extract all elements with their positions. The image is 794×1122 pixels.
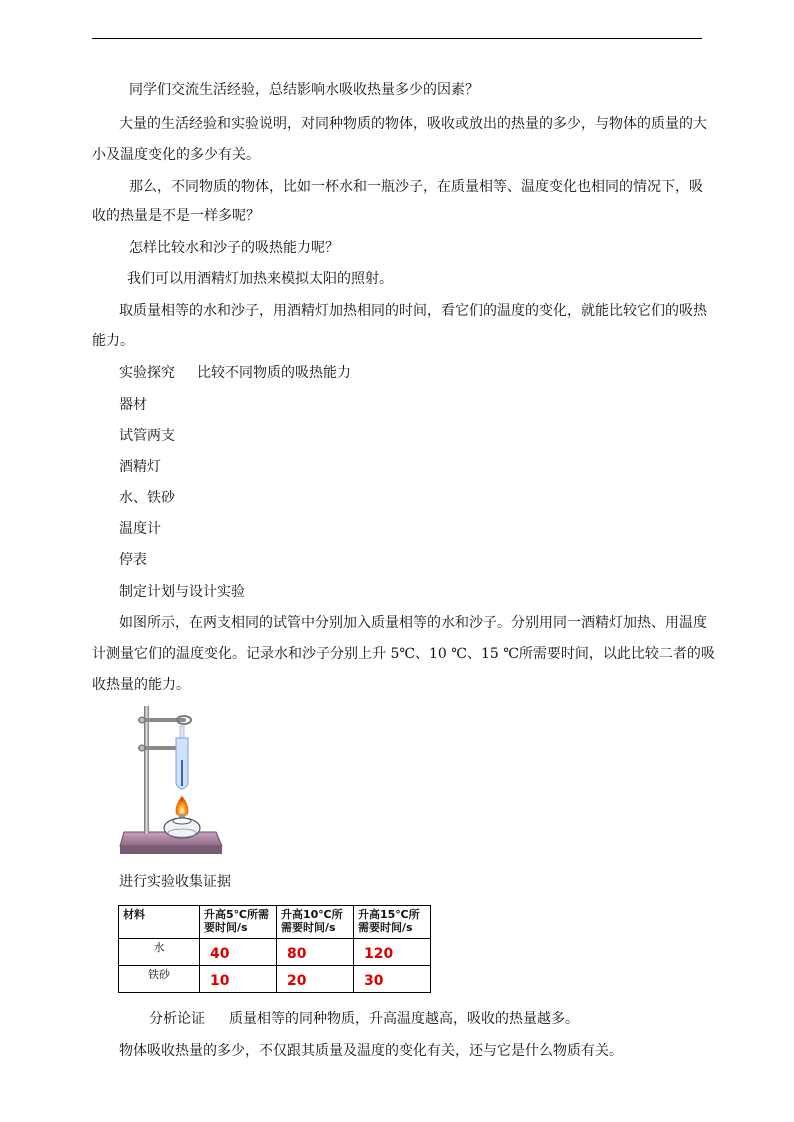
header-rule (92, 38, 702, 39)
conclusion: 物体吸收热量的多少，不仅跟其质量及温度的变化有关，还与它是什么物质有关。 (119, 1043, 623, 1059)
time-value: 40 (200, 939, 277, 966)
experiment-title: 比较不同物质的吸热能力 (197, 365, 351, 381)
paragraph-4: 怎样比较水和沙子的吸热能力呢？ (129, 240, 339, 256)
alcohol-lamp-heating-apparatus-icon (118, 700, 226, 860)
paragraph-3-line-1: 那么，不同物质的物体，比如一杯水和一瓶沙子，在质量相等、温度变化也相同的情况下，吸 (129, 179, 703, 195)
table-header-cell: 升高5℃所需 要时间/s (200, 906, 277, 939)
analysis-line (149, 1009, 579, 1029)
equipment-item: 停表 (119, 552, 147, 568)
time-value: 20 (277, 966, 354, 993)
equipment-heading: 器材 (119, 397, 147, 413)
plan-line-2: 计测量它们的温度变化。记录水和沙子分别上升 5℃、10 ℃、15 ℃所需要时间，以此比较二者的吸 (92, 646, 715, 662)
table-row (119, 939, 431, 966)
paragraph-6-line-1: 取质量相等的水和沙子，用酒精灯加热相同的时间，看它们的温度的变化，就能比较它们的吸热 (119, 303, 707, 319)
table-row (119, 966, 431, 993)
table-header-cell: 升高10℃所 需要时间/s (277, 906, 354, 939)
equipment-item: 酒精灯 (119, 459, 161, 475)
equipment-item: 试管两支 (119, 428, 175, 444)
material-name: 铁砂 (119, 966, 200, 993)
paragraph-2-line-1: 大量的生活经验和实验说明，对同种物质的物体，吸收或放出的热量的多少，与物体的质量的大 (119, 116, 707, 132)
paragraph-5: 我们可以用酒精灯加热来模拟太阳的照射。 (127, 271, 393, 287)
equipment-item: 温度计 (119, 521, 161, 537)
experiment-label: 实验探究 (119, 365, 175, 381)
plan-line-1: 如图所示，在两支相同的试管中分别加入质量相等的水和沙子。分别用同一酒精灯加热、用温度 (119, 615, 707, 631)
time-value: 30 (354, 966, 431, 993)
paragraph-1: 同学们交流生活经验，总结影响水吸收热量多少的因素？ (129, 82, 479, 98)
analysis-label: 分析论证 (149, 1011, 205, 1027)
table-header-cell: 升高15℃所 需要时间/s (354, 906, 431, 939)
plan-line-3: 收热量的能力。 (92, 677, 190, 693)
paragraph-3-line-2: 收的热量是不是一样多呢？ (92, 208, 260, 224)
time-value: 10 (200, 966, 277, 993)
time-value: 80 (277, 939, 354, 966)
paragraph-6-line-2: 能力。 (92, 333, 134, 349)
table-header-row (119, 906, 431, 939)
plan-heading: 制定计划与设计实验 (119, 584, 245, 600)
paragraph-2-line-2: 小及温度变化的多少有关。 (92, 147, 260, 163)
table-header-cell: 材料 (119, 906, 200, 939)
equipment-item: 水、铁砂 (119, 490, 175, 506)
time-value: 120 (354, 939, 431, 966)
material-name: 水 (119, 939, 200, 966)
experiment-heading (119, 363, 351, 383)
analysis-text: 质量相等的同种物质，升高温度越高，吸收的热量越多。 (229, 1011, 579, 1027)
results-table (118, 905, 431, 993)
collect-heading: 进行实验收集证据 (119, 874, 231, 890)
